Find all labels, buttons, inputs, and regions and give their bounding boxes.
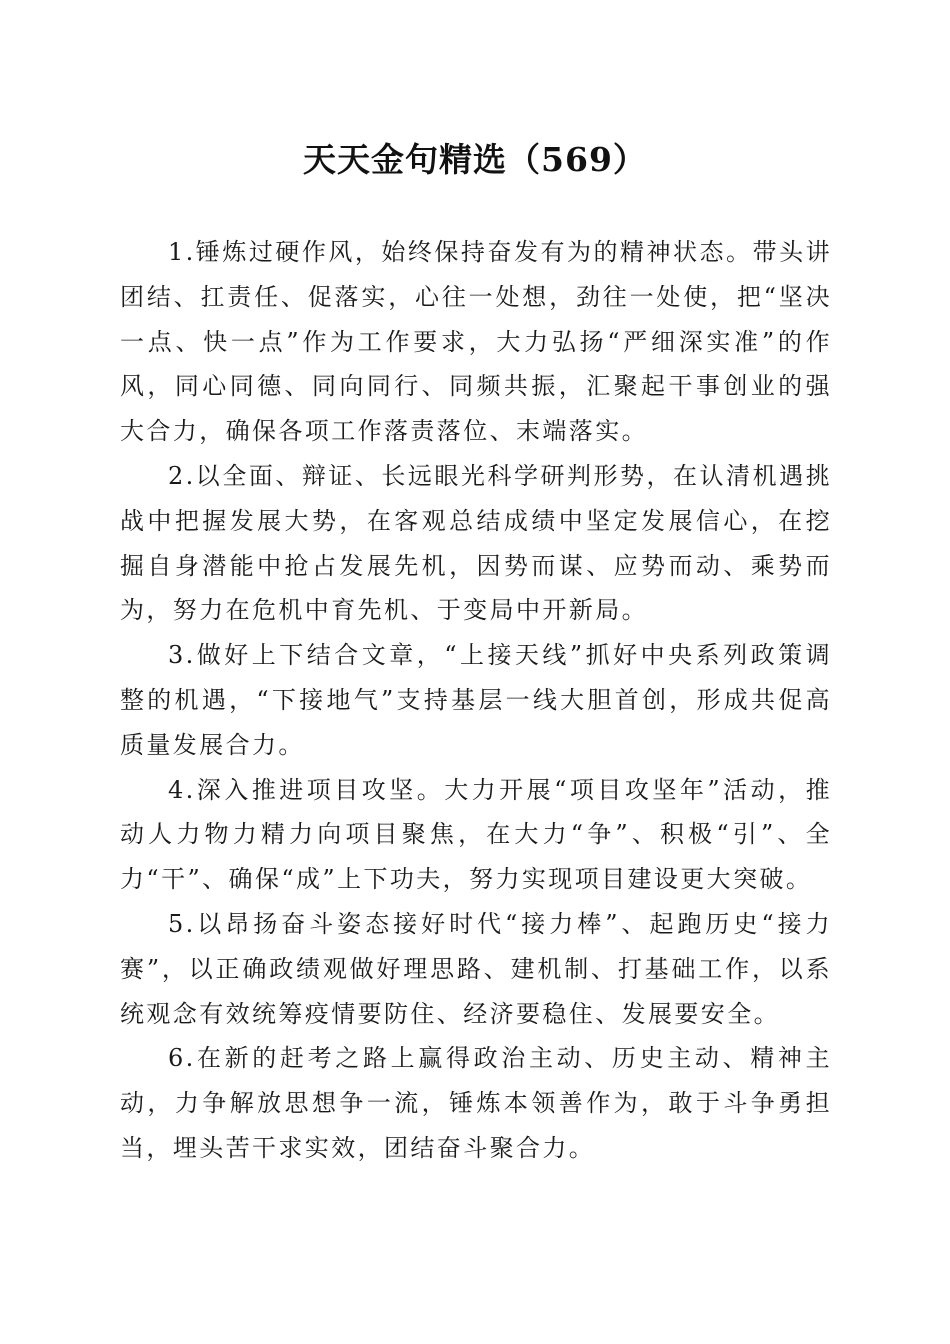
paragraph-2: 2.以全面、辩证、长远眼光科学研判形势，在认清机遇挑战中把握发展大势，在客观总结成绩中坚定发展信心，在挖掘自身潜能中抢占发展先机，因势而谋、应势而动、乘势而为，努力在危机中育先机、于变局中开新局。 (120, 461, 832, 625)
paragraph-6: 6.在新的赶考之路上赢得政治主动、历史主动、精神主动，力争解放思想争一流，锤炼本领善作为，敢于斗争勇担当，埋头苦干求实效，团结奋斗聚合力。 (120, 1044, 832, 1162)
document-body (120, 230, 832, 1171)
document-title: 天天金句精选（569） (303, 140, 647, 179)
paragraph-5: 5.以昂扬奋斗姿态接好时代“接力棒”、起跑历史“接力赛”，以正确政绩观做好理思路、建机制、打基础工作，以系统观念有效统筹疫情要防住、经济要稳住、发展要安全。 (120, 909, 832, 1028)
paragraph-1: 1.锤炼过硬作风，始终保持奋发有为的精神状态。带头讲团结、扛责任、促落实，心往一处想，劲往一处使，把“坚决一点、快一点”作为工作要求，大力弘扬“严细深实准”的作风，同心同德、同向同行、同频共振，汇聚起干事创业的强大合力，确保各项工作落责落位、末端落实。 (120, 238, 832, 446)
paragraph-3: 3.做好上下结合文章，“上接天线”抓好中央系列政策调整的机遇，“下接地气”支持基层一线大胆首创，形成共促高质量发展合力。 (120, 641, 832, 759)
paragraph-4: 4.深入推进项目攻坚。大力开展“项目攻坚年”活动，推动人力物力精力向项目聚焦，在大力“争”、积极“引”、全力“干”、确保“成”上下功夫，努力实现项目建设更大突破。 (120, 775, 832, 894)
